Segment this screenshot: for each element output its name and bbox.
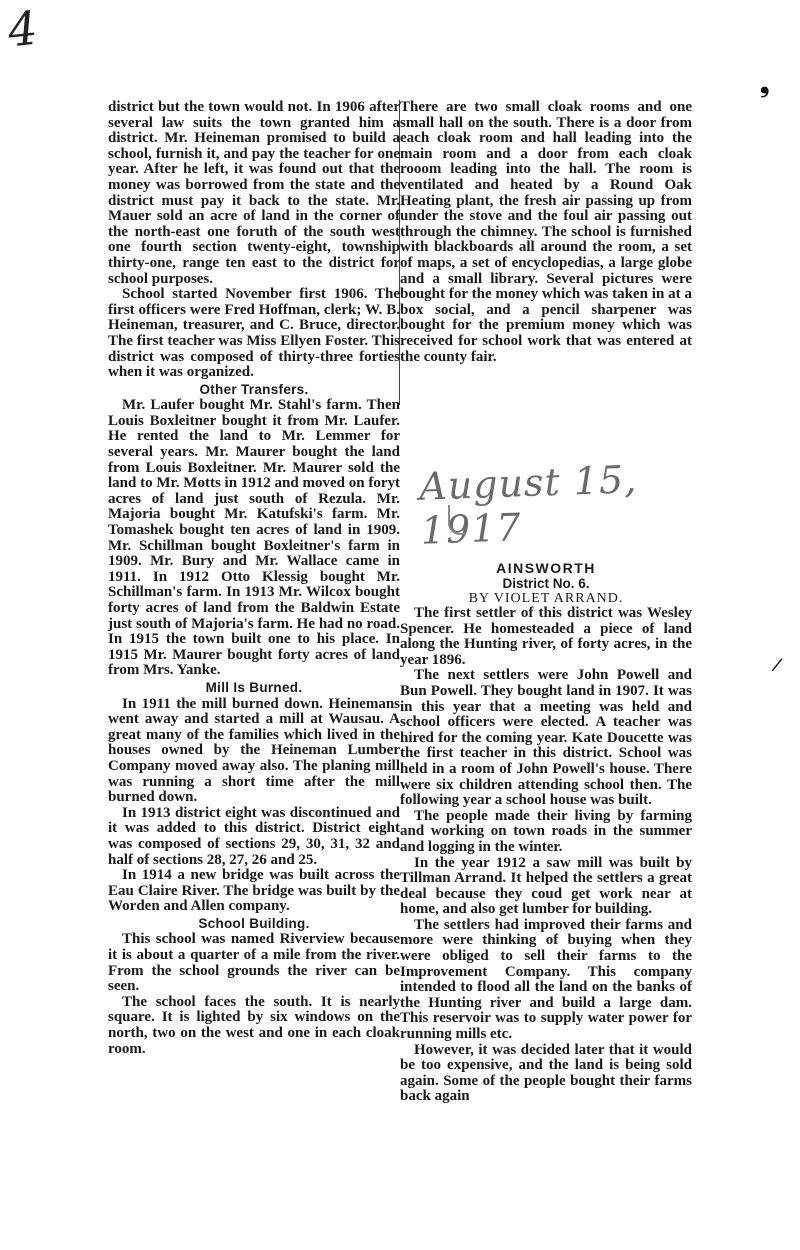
paragraph: Mr. Laufer bought Mr. Stahl's farm. Then Louis Boxleitner bought it from Mr. Laufer. He rented the land to Mr. Lemmer for several years. Mr. Maurer bought the land from Louis Boxleitner. Mr. Maurer sold the land to Mr. Motts in 1912 and moved on foryt acres of land just south of Rezula. Mr. Majoria bought Mr. Katufski's farm. Mr. Tomashek bought ten acres of land in 1909. Mr. Schillman bought Boxleitner's farm in 1909. Mr. Bury and Mr. Wallace came in 1911. In 1912 Otto Klessig bought Mr. Schillman's farm. In 1913 Mr. Wilcox bought forty acres of land from the Baldwin Estate just south of Majoria's farm. He had no road. In 1915 the town built one to his place. In 1915 Mr. Maurer bought forty acres of land from Mrs. Yanke.	[108, 397, 400, 679]
ink-mark: /	[770, 651, 785, 678]
article-title: AINSWORTH	[496, 560, 596, 576]
paragraph: In 1911 the mill burned down. Heinemans went away and started a mill at Wausau. A great many of the families which lived in the houses owned by the Heineman Lumber Company moved away also. The planing mill was running a short time after the mill burned down.	[108, 695, 400, 806]
article-byline: BY VIOLET ARRAND.	[468, 591, 624, 606]
section-heading: School Building.	[198, 915, 310, 931]
article-subtitle: District No. 6.	[502, 576, 590, 591]
paragraph: In 1914 a new bridge was built across the Eau Claire River. The bridge was built by the Worden and Allen company.	[108, 867, 400, 915]
paragraph: In the year 1912 a saw mill was built by Tillman Arrand. It helped the settlers a great deal because they coud get work near at home, and also get lumber for building.	[400, 854, 692, 918]
left-column	[108, 100, 400, 1057]
paragraph: School started November first 1906. The first officers were Fred Hoffman, clerk; W. B. Heineman, treasurer, and C. Bruce, director. The first teacher was Miss Ellyen Foster. This district was composed of thirty-three forties when it was organized.	[108, 286, 400, 381]
paragraph: This school was named Riverview because it is about a quarter of a mile from the river. From the school grounds the river can be seen.	[108, 931, 400, 995]
section-heading: Mill Is Burned.	[205, 679, 303, 695]
paragraph: The next settlers were John Powell and Bun Powell. They bought land in 1907. It was in this year that a meeting was held and school officers were elected. A teacher was hired for the coming year. Kate Doucette was the first teacher in this district. School was held in a room of John Powell's house. There were six children attending school then. The following year a school house was built.	[400, 667, 692, 809]
handwritten-stroke	[448, 505, 466, 535]
section-heading: Other Transfers.	[199, 381, 309, 397]
paragraph: The people made their living by farming and working on town roads in the summer and logging in the winter.	[400, 807, 692, 855]
right-column-top	[400, 100, 692, 365]
paragraph: In 1913 district eight was discontinued and it was added to this district. District eight was composed of sections 29, 30, 31, 32 and half of sections 28, 27, 26 and 25.	[108, 804, 400, 868]
paragraph: However, it was decided later that it would be too expensive, and the land is being sold again. Some of the people bought their farms back again	[400, 1041, 692, 1105]
paragraph: district but the town would not. In 1906 after several law suits the town granted him a district. Mr. Heineman promised to build a school, furnish it, and pay the teacher for one year. After he left, it was found out that the money was borrowed from the state and the district must pay it back to the state. Mr. Mauer sold an acre of land in the corner of the north-east one foruth of the south west one fourth section twenty-eight, township thirty-one, range ten east to the district for school purposes.	[108, 99, 400, 287]
paragraph: There are two small cloak rooms and one small hall on the south. There is a door from each cloak room and hall leading into the main room and a door from each cloak rooom leading into the hall. The room is ventilated and heated by a Round Oak Heating plant, the fresh air passing up from under the stove and the foul air passing out through the chimney. The school is furnished with blackboards all around the room, a set of maps, a set of encyclopedias, a large globe and a small library. Several pictures were bought for the money which was taken in at a box social, and a pencil sharpener was bought for the premium money which was received for school work that was entered at the county fair.	[400, 99, 692, 365]
paragraph: The settlers had improved their farms and more were thinking of buying when they were obliged to sell their farms to the Improvement Company. This company intended to flood all the land on the banks of the Hunting river and build a large dam. This reservoir was to supply water power for running mills etc.	[400, 916, 692, 1043]
paragraph: The school faces the south. It is nearly square. It is lighted by six windows on the north, two on the west and one in each cloak room.	[108, 993, 400, 1057]
right-column-article	[400, 606, 692, 1105]
ink-mark: ❟	[760, 72, 770, 98]
page-number: 4	[5, 0, 41, 58]
handwritten-date: August 15, 1917	[418, 457, 638, 553]
paragraph: The first settler of this district was Wesley Spencer. He homesteaded a piece of land along the Hunting river, of forty acres, in the year 1896.	[400, 605, 692, 668]
